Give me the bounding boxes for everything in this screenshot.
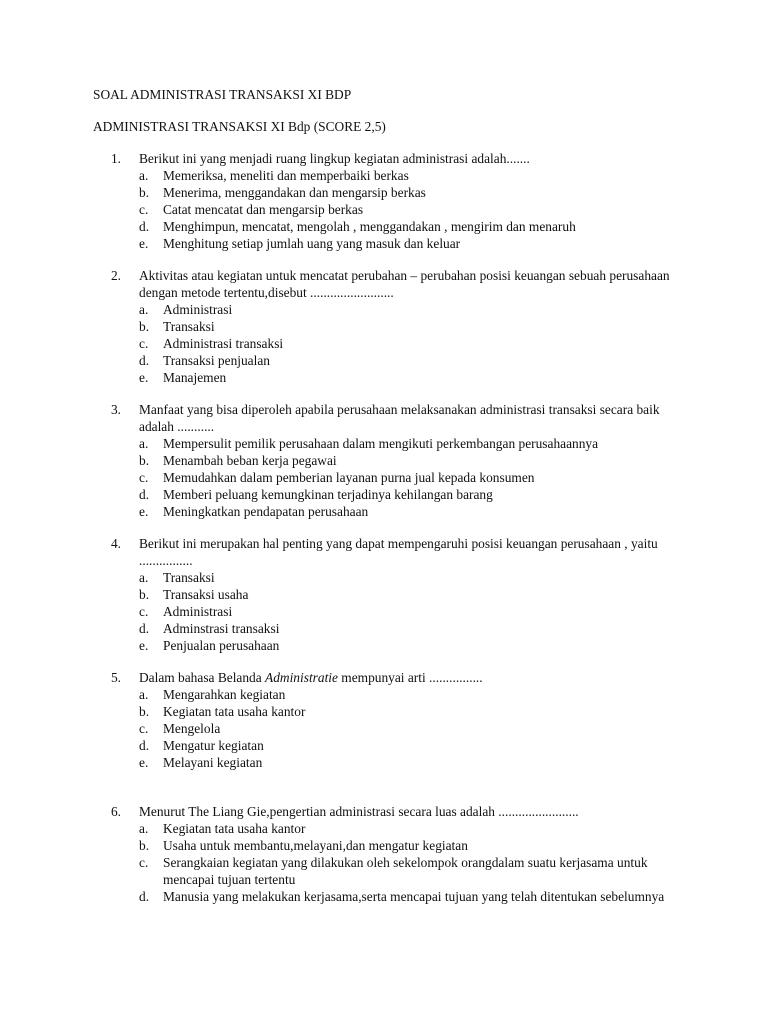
option-d bbox=[93, 737, 693, 754]
option-letter: e. bbox=[139, 638, 149, 653]
option-letter: b. bbox=[139, 704, 150, 719]
option-b bbox=[93, 837, 693, 854]
option-list bbox=[93, 435, 693, 520]
question-text: Berikut ini yang menjadi ruang lingkup kegiatan administrasi adalah....... bbox=[139, 151, 530, 166]
option-list bbox=[93, 820, 693, 905]
option-letter: e. bbox=[139, 370, 149, 385]
option-a bbox=[93, 686, 693, 703]
option-text: Mengatur kegiatan bbox=[163, 738, 264, 753]
option-text: Usaha untuk membantu,melayani,dan mengatur kegiatan bbox=[163, 838, 468, 853]
option-text: Melayani kegiatan bbox=[163, 755, 263, 770]
option-letter: e. bbox=[139, 755, 149, 770]
option-letter: a. bbox=[139, 168, 149, 183]
option-d bbox=[93, 620, 693, 637]
option-text: Adminstrasi transaksi bbox=[163, 621, 280, 636]
option-text: Mengarahkan kegiatan bbox=[163, 687, 286, 702]
option-letter: c. bbox=[139, 604, 149, 619]
option-text: Transaksi penjualan bbox=[163, 353, 270, 368]
document-subtitle: ADMINISTRASI TRANSAKSI XI Bdp (SCORE 2,5) bbox=[93, 119, 386, 134]
option-a bbox=[93, 820, 693, 837]
question-3 bbox=[93, 401, 693, 520]
question-4 bbox=[93, 535, 693, 654]
question-number: 6. bbox=[110, 804, 122, 819]
question-text-end: mempunyai arti ................ bbox=[337, 670, 483, 685]
option-a bbox=[93, 301, 693, 318]
question-number: 4. bbox=[110, 536, 122, 551]
option-text: Serangkaian kegiatan yang dilakukan oleh sekelompok orangdalam suatu kerjasama untuk mencapai tujuan tertentu bbox=[163, 855, 648, 887]
option-letter: a. bbox=[139, 302, 149, 317]
option-text: Transaksi usaha bbox=[163, 587, 249, 602]
option-text: Memudahkan dalam pemberian layanan purna jual kepada konsumen bbox=[163, 470, 535, 485]
option-d bbox=[93, 888, 693, 905]
option-c bbox=[93, 854, 693, 888]
option-letter: b. bbox=[139, 185, 150, 200]
option-letter: d. bbox=[139, 889, 150, 904]
option-letter: c. bbox=[139, 336, 149, 351]
option-c bbox=[93, 603, 693, 620]
option-text: Kegiatan tata usaha kantor bbox=[163, 821, 306, 836]
option-list bbox=[93, 301, 693, 386]
option-letter: a. bbox=[139, 687, 149, 702]
option-letter: b. bbox=[139, 838, 150, 853]
option-letter: c. bbox=[139, 202, 149, 217]
option-text: Transaksi bbox=[163, 570, 215, 585]
question-text: Menurut The Liang Gie,pengertian administrasi secara luas adalah ........................ bbox=[139, 804, 579, 819]
question-text: Aktivitas atau kegiatan untuk mencatat perubahan – perubahan posisi keuangan sebuah perusahaan dengan metode tertentu,disebut ......................... bbox=[139, 268, 670, 300]
option-letter: a. bbox=[139, 570, 149, 585]
option-text: Memberi peluang kemungkinan terjadinya kehilangan barang bbox=[163, 487, 493, 502]
question-number: 2. bbox=[110, 268, 122, 283]
question-5 bbox=[93, 669, 693, 771]
option-e bbox=[93, 503, 693, 520]
option-b bbox=[93, 703, 693, 720]
option-text: Manusia yang melakukan kerjasama,serta mencapai tujuan yang telah ditentukan sebelumnya bbox=[163, 889, 665, 904]
option-e bbox=[93, 637, 693, 654]
option-a bbox=[93, 167, 693, 184]
option-letter: d. bbox=[139, 219, 150, 234]
option-text: Manajemen bbox=[163, 370, 227, 385]
option-text: Menambah beban kerja pegawai bbox=[163, 453, 337, 468]
option-text: Mengelola bbox=[163, 721, 221, 736]
option-letter: c. bbox=[139, 721, 149, 736]
option-e bbox=[93, 235, 693, 252]
option-d bbox=[93, 352, 693, 369]
option-c bbox=[93, 469, 693, 486]
option-b bbox=[93, 586, 693, 603]
option-b bbox=[93, 184, 693, 201]
italic-term: Administratie bbox=[265, 670, 338, 685]
option-text: Administrasi bbox=[163, 302, 233, 317]
option-letter: a. bbox=[139, 436, 149, 451]
option-letter: c. bbox=[139, 470, 149, 485]
option-b bbox=[93, 318, 693, 335]
option-text: Administrasi transaksi bbox=[163, 336, 284, 351]
option-list bbox=[93, 569, 693, 654]
option-text: Menerima, menggandakan dan mengarsip berkas bbox=[163, 185, 426, 200]
option-text: Penjualan perusahaan bbox=[163, 638, 280, 653]
option-a bbox=[93, 569, 693, 586]
option-letter: d. bbox=[139, 487, 150, 502]
option-e bbox=[93, 369, 693, 386]
option-c bbox=[93, 201, 693, 218]
option-letter: b. bbox=[139, 319, 150, 334]
option-text: Kegiatan tata usaha kantor bbox=[163, 704, 306, 719]
option-c bbox=[93, 720, 693, 737]
option-letter: d. bbox=[139, 353, 150, 368]
option-letter: d. bbox=[139, 621, 150, 636]
option-text: Administrasi bbox=[163, 604, 233, 619]
option-letter: a. bbox=[139, 821, 149, 836]
question-1 bbox=[93, 150, 693, 252]
option-letter: b. bbox=[139, 453, 150, 468]
option-text: Mempersulit pemilik perusahaan dalam mengikuti perkembangan perusahaannya bbox=[163, 436, 599, 451]
question-text: Berikut ini merupakan hal penting yang dapat mempengaruhi posisi keuangan perusahaan , yaitu ................ bbox=[139, 536, 658, 568]
option-d bbox=[93, 486, 693, 503]
option-letter: e. bbox=[139, 236, 149, 251]
option-letter: d. bbox=[139, 738, 150, 753]
option-list bbox=[93, 686, 693, 771]
question-number: 5. bbox=[110, 670, 122, 685]
option-letter: b. bbox=[139, 587, 150, 602]
question-number: 3. bbox=[110, 402, 122, 417]
question-text bbox=[139, 669, 684, 686]
option-text: Memeriksa, meneliti dan memperbaiki berkas bbox=[163, 168, 409, 183]
option-text: Menghimpun, mencatat, mengolah , menggandakan , mengirim dan menaruh bbox=[163, 219, 576, 234]
option-e bbox=[93, 754, 693, 771]
option-text: Transaksi bbox=[163, 319, 215, 334]
question-2 bbox=[93, 267, 693, 386]
question-number: 1. bbox=[110, 151, 122, 166]
option-b bbox=[93, 452, 693, 469]
option-text: Meningkatkan pendapatan perusahaan bbox=[163, 504, 369, 519]
option-letter: e. bbox=[139, 504, 149, 519]
option-a bbox=[93, 435, 693, 452]
option-c bbox=[93, 335, 693, 352]
option-d bbox=[93, 218, 693, 235]
document-title: SOAL ADMINISTRASI TRANSAKSI XI BDP bbox=[93, 87, 352, 102]
option-list bbox=[93, 167, 693, 252]
option-letter: c. bbox=[139, 855, 149, 870]
option-text: Menghitung setiap jumlah uang yang masuk dan keluar bbox=[163, 236, 461, 251]
question-text-start: Dalam bahasa Belanda bbox=[139, 670, 266, 685]
option-text: Catat mencatat dan mengarsip berkas bbox=[163, 202, 364, 217]
question-6 bbox=[93, 803, 693, 905]
question-text: Manfaat yang bisa diperoleh apabila perusahaan melaksanakan administrasi transaksi secara baik adalah ........... bbox=[139, 402, 660, 434]
